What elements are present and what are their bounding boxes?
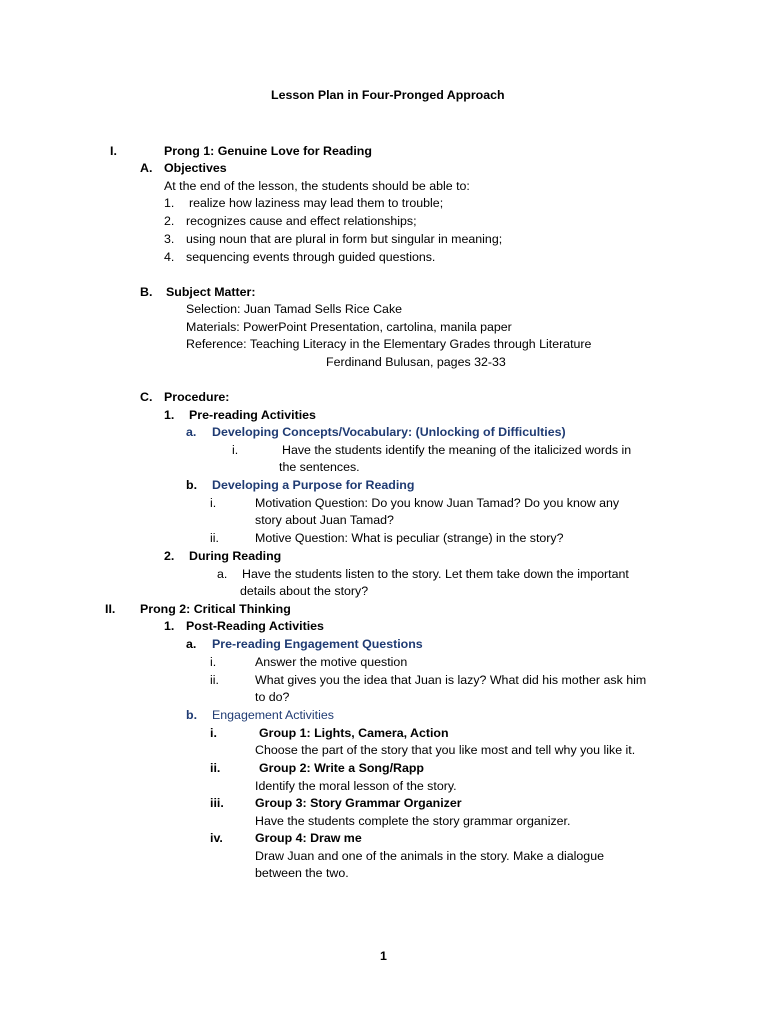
prong1-numeral: I. xyxy=(110,144,117,158)
objectives-letter: A. xyxy=(140,161,153,175)
procedure-letter: C. xyxy=(140,390,153,404)
motive-number: ii. xyxy=(210,531,219,545)
objective-text: using noun that are plural in form but singular in meaning; xyxy=(186,232,503,246)
vocabulary-item-line1: Have the students identify the meaning of the italicized words in xyxy=(282,443,632,457)
purpose-letter: b. xyxy=(186,478,198,492)
procedure-heading: Procedure: xyxy=(164,390,230,404)
engagement-activities-letter: b. xyxy=(186,708,198,722)
engagement-activities-heading: Engagement Activities xyxy=(212,708,334,722)
during-reading-line2: details about the story? xyxy=(240,584,369,598)
engagement-questions-letter: a. xyxy=(186,637,197,651)
objective-number: 4. xyxy=(164,250,175,264)
motive-line1: Motive Question: What is peculiar (strange) in the story? xyxy=(255,531,564,545)
objectives-heading: Objectives xyxy=(164,161,227,175)
vocabulary-item-line2: the sentences. xyxy=(279,460,360,474)
group-number: iii. xyxy=(210,796,224,810)
question-number: ii. xyxy=(210,673,219,687)
vocabulary-letter: a. xyxy=(186,425,197,439)
during-reading-heading: During Reading xyxy=(189,549,282,563)
during-reading-number: 2. xyxy=(164,549,175,563)
question-line1: What gives you the idea that Juan is lazy? What did his mother ask him xyxy=(255,673,647,687)
subject-matter-heading: Subject Matter: xyxy=(166,285,256,299)
post-reading-number: 1. xyxy=(164,619,175,633)
group-description: Choose the part of the story that you like most and tell why you like it. xyxy=(255,743,636,757)
vocabulary-item-number: i. xyxy=(232,443,239,457)
subject-reference-author: Ferdinand Bulusan, pages 32-33 xyxy=(326,355,506,369)
vocabulary-heading: Developing Concepts/Vocabulary: (Unlocking of Difficulties) xyxy=(212,425,566,439)
group-description: Draw Juan and one of the animals in the story. Make a dialogue xyxy=(255,849,604,863)
group-number: ii. xyxy=(210,761,221,775)
objective-text: sequencing events through guided questions. xyxy=(186,250,436,264)
group-number: i. xyxy=(210,726,217,740)
engagement-questions-heading: Pre-reading Engagement Questions xyxy=(212,637,423,651)
objective-number: 1. xyxy=(164,196,175,210)
subject-matter-letter: B. xyxy=(140,285,153,299)
objectives-intro: At the end of the lesson, the students should be able to: xyxy=(164,179,470,193)
prong1-heading: Prong 1: Genuine Love for Reading xyxy=(164,144,372,158)
subject-reference: Reference: Teaching Literacy in the Elementary Grades through Literature xyxy=(186,337,592,351)
pre-reading-heading: Pre-reading Activities xyxy=(189,408,316,422)
group-description: Have the students complete the story grammar organizer. xyxy=(255,814,571,828)
question-line2: to do? xyxy=(255,690,290,704)
document-title: Lesson Plan in Four-Pronged Approach xyxy=(271,88,505,102)
prong2-heading: Prong 2: Critical Thinking xyxy=(140,602,291,616)
objective-text: recognizes cause and effect relationships; xyxy=(186,214,417,228)
objective-number: 3. xyxy=(164,232,175,246)
group-number: iv. xyxy=(210,831,223,845)
subject-selection: Selection: Juan Tamad Sells Rice Cake xyxy=(186,302,403,316)
group-description-line2: between the two. xyxy=(255,866,349,880)
post-reading-heading: Post-Reading Activities xyxy=(186,619,324,633)
during-reading-letter: a. xyxy=(217,567,228,581)
page-number: 1 xyxy=(380,949,387,963)
motivation-line2: story about Juan Tamad? xyxy=(255,513,394,527)
pre-reading-number: 1. xyxy=(164,408,175,422)
group-title: Group 1: Lights, Camera, Action xyxy=(259,726,449,740)
group-description: Identify the moral lesson of the story. xyxy=(255,779,457,793)
subject-materials: Materials: PowerPoint Presentation, cartolina, manila paper xyxy=(186,320,512,334)
objective-text: realize how laziness may lead them to trouble; xyxy=(189,196,444,210)
question-number: i. xyxy=(210,655,217,669)
during-reading-line1: Have the students listen to the story. Let them take down the important xyxy=(242,567,629,581)
purpose-heading: Developing a Purpose for Reading xyxy=(212,478,415,492)
prong2-numeral: II. xyxy=(105,602,116,616)
motivation-line1: Motivation Question: Do you know Juan Tamad? Do you know any xyxy=(255,496,620,510)
group-title: Group 3: Story Grammar Organizer xyxy=(255,796,462,810)
group-title: Group 2: Write a Song/Rapp xyxy=(259,761,424,775)
objective-number: 2. xyxy=(164,214,175,228)
question-text: Answer the motive question xyxy=(255,655,408,669)
group-title: Group 4: Draw me xyxy=(255,831,362,845)
motivation-number: i. xyxy=(210,496,217,510)
